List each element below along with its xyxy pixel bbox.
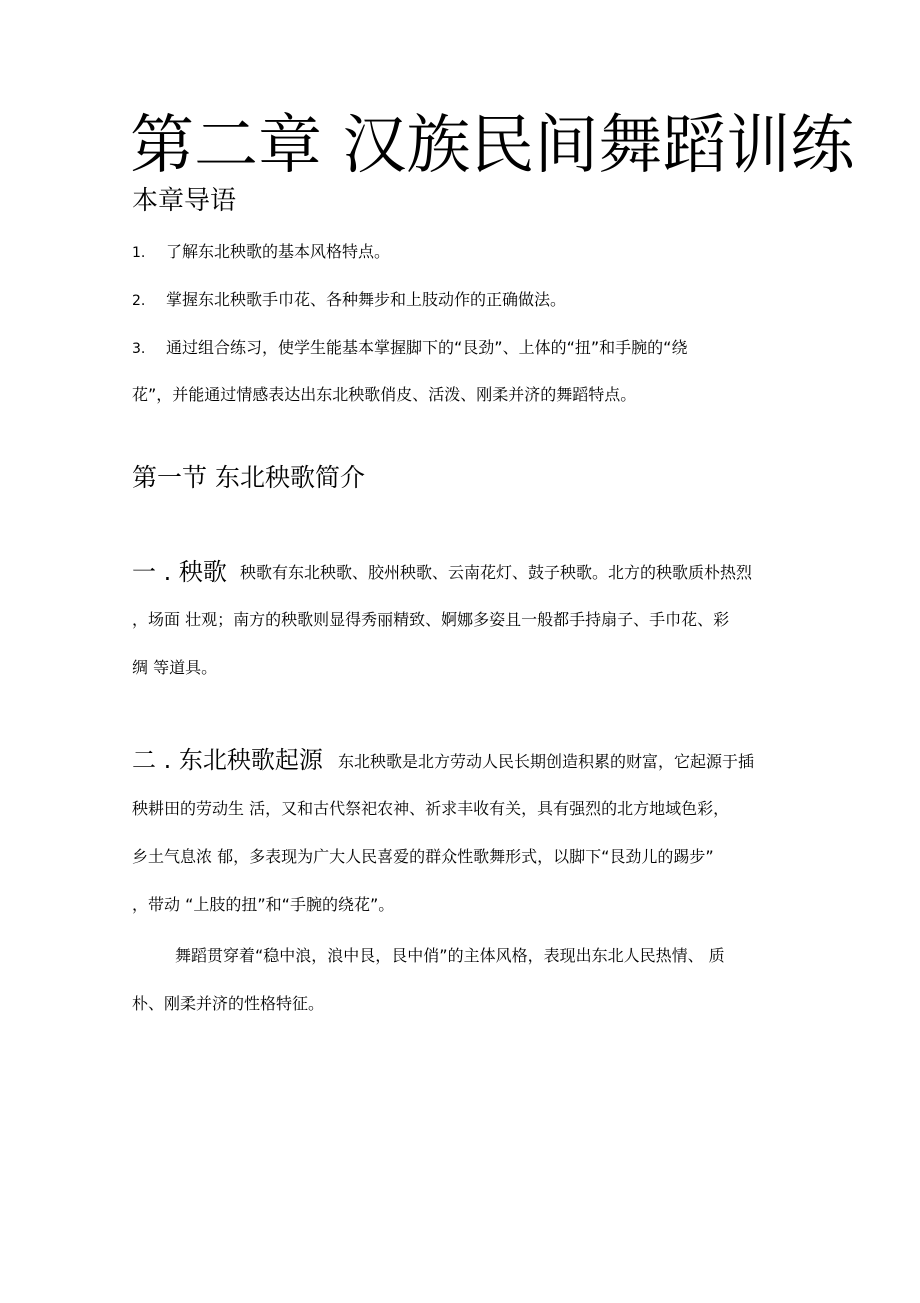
- objective-text: 掌握东北秧歌手巾花、各种舞步和上肢动作的正确做法。: [166, 290, 567, 309]
- section-heading: 第一节 东北秧歌简介: [132, 463, 365, 492]
- intro-heading: 本章导语: [132, 186, 237, 216]
- body-line: ，场面 壮观；南方的秧歌则显得秀丽精致、婀娜多姿且一般都手持扇子、手巾花、彩: [132, 610, 730, 629]
- objective-number: 2.: [132, 293, 146, 309]
- part-heading: 二 . 东北秧歌起源: [132, 746, 323, 774]
- part-heading: 一 . 秧歌: [132, 558, 227, 586]
- body-line: 秧歌有东北秧歌、胶州秧歌、云南花灯、鼓子秧歌。北方的秧歌质朴热烈: [240, 563, 753, 582]
- body-line: ，带动 “上肢的扭”和“手腕的绕花”。: [132, 895, 395, 914]
- objective-number: 1.: [132, 245, 146, 261]
- body-line: 东北秧歌是北方劳动人民长期创造积累的财富，它起源于插: [338, 752, 755, 771]
- body-line: 舞蹈贯穿着“稳中浪，浪中艮，艮中俏”的主体风格，表现出东北人民热情、 质: [175, 946, 725, 965]
- objective-text-continued: 花”，并能通过情感表达出东北秧歌俏皮、活泼、刚柔并济的舞蹈特点。: [132, 385, 637, 404]
- objective-number: 3.: [132, 341, 146, 357]
- body-line: 秧耕田的劳动生 活，又和古代祭祀农神、祈求丰收有关，具有强烈的北方地域色彩，: [132, 799, 730, 818]
- chapter-title: 第二章 汉族民间舞蹈训练: [130, 109, 855, 183]
- body-line: 朴、刚柔并济的性格特征。: [132, 994, 325, 1013]
- body-line: 乡土气息浓 郁，多表现为广大人民喜爱的群众性歌舞形式，以脚下“艮劲儿的踢步”: [132, 847, 714, 866]
- objective-text: 了解东北秧歌的基本风格特点。: [166, 242, 391, 261]
- body-line: 绸 等道具。: [132, 658, 218, 677]
- objective-text: 通过组合练习，使学生能基本掌握脚下的“艮劲”、上体的“扭”和手腕的“绕: [166, 338, 688, 357]
